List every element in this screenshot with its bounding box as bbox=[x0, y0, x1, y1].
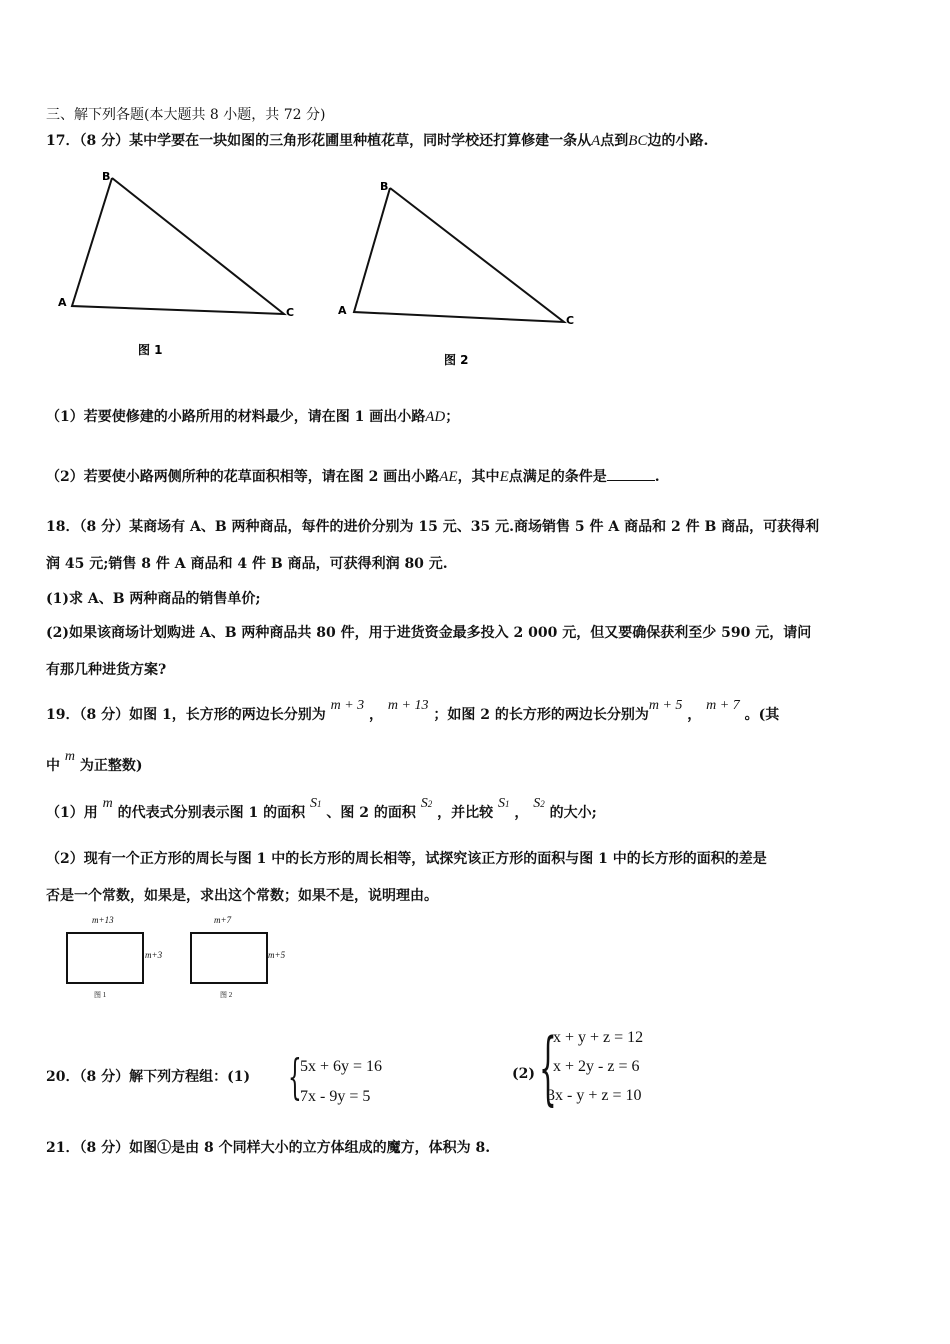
q17-p2-mid: ，其中 bbox=[457, 469, 500, 485]
q18-part2-line1: (2)如果该商场计划购进 A、B 两种商品共 80 件，用于进货资金最多投入 2 000 元，但又要确保获利至少 590 元，请问 bbox=[46, 625, 812, 641]
q17-p1-var: AD bbox=[425, 409, 446, 425]
q19-fig1-top-label: m+13 bbox=[92, 915, 114, 925]
q17-part2 bbox=[46, 466, 660, 486]
q17-p2-end: . bbox=[654, 469, 660, 485]
q17-stem bbox=[46, 130, 708, 150]
q19-comma-2: ， bbox=[687, 707, 702, 723]
q19-line2-b: 为正整数) bbox=[79, 758, 143, 774]
q19-p1-d: ，并比较 bbox=[437, 805, 494, 821]
q17-stem-text: 17．（8 分）某中学要在一块如图的三角形花圃里种植花草，同时学校还打算修建一条从 bbox=[46, 133, 592, 149]
q19-stem-b: ；如图 2 的长方形的两边长分别为 bbox=[433, 707, 649, 723]
q21-stem: 21．（8 分）如图①是由 8 个同样大小的立方体组成的魔方，体积为 8. bbox=[46, 1140, 491, 1156]
q19-part2-line2: 否是一个常数，如果是，求出这个常数；如果不是，说明理由。 bbox=[46, 888, 438, 904]
q19-fig2-rectangle bbox=[190, 932, 268, 984]
fig1-label-a: A bbox=[58, 296, 67, 309]
q19-fig1-rectangle bbox=[66, 932, 144, 984]
section-title: 三、解下列各题(本大题共 8 小题，共 72 分) bbox=[46, 107, 326, 123]
q19-p1-c: 、图 2 的面积 bbox=[326, 805, 416, 821]
q17-p2-var2: E bbox=[499, 469, 509, 485]
fig1-label-c: C bbox=[286, 306, 295, 319]
q18-part1: (1)求 A、B 两种商品的销售单价; bbox=[46, 591, 261, 607]
q19-expr-1: m + 3 bbox=[330, 698, 365, 713]
triangle-2 bbox=[354, 188, 564, 322]
q18-line1: 18．（8 分）某商场有 A、B 两种商品，每件的进价分别为 15 元、35 元.商场销售 5 件 A 商品和 2 件 B 商品，可获得利 bbox=[46, 519, 820, 535]
q19-s1-a: S1 bbox=[310, 796, 322, 811]
q20-sys1-brace: { bbox=[288, 1049, 302, 1105]
fig1-label-b: B bbox=[102, 170, 111, 183]
q19-expr-2: m + 13 bbox=[387, 698, 429, 713]
q19-line2-a: 中 bbox=[46, 758, 60, 774]
q18-part2-line2: 有那几种进货方案? bbox=[46, 662, 167, 678]
q17-p1-end: ； bbox=[445, 409, 460, 425]
q19-p1-e: ， bbox=[514, 805, 529, 821]
q19-p1-b: 的代表式分别表示图 1 的面积 bbox=[117, 805, 306, 821]
q19-expr-4: m + 7 bbox=[706, 698, 740, 713]
q17-var-bc: BC bbox=[628, 133, 648, 149]
q17-part1 bbox=[46, 406, 459, 426]
q20-stem: 20．（8 分）解下列方程组：(1) bbox=[46, 1069, 251, 1085]
q19-expr-3: m + 5 bbox=[648, 698, 683, 713]
q17-figure-1 bbox=[52, 168, 312, 368]
q19-stem-a: 19．（8 分）如图 1，长方形的两边长分别为 bbox=[46, 707, 326, 723]
q19-fig1-caption: 图 1 bbox=[94, 991, 107, 999]
q19-part2-line1: （2）现有一个正方形的周长与图 1 中的长方形的周长相等，试探究该正方形的面积与图 1 中的长方形的面积的差是 bbox=[46, 851, 767, 867]
q20-sys1-eq1: 5x + 6y = 16 bbox=[300, 1058, 383, 1075]
fig1-caption: 图 1 bbox=[138, 343, 163, 357]
q19-p1-a: （1）用 bbox=[46, 805, 98, 821]
q20-sys2-brace: { bbox=[539, 1021, 557, 1114]
q20-sys1-eq2: 7x - 9y = 5 bbox=[300, 1088, 371, 1105]
q20-sys2-eq2: x + 2y - z = 6 bbox=[553, 1058, 640, 1075]
q19-part1 bbox=[46, 796, 597, 822]
q19-comma-1: ， bbox=[369, 707, 384, 723]
q19-line2-m: m bbox=[64, 749, 75, 764]
q17-figure-2 bbox=[334, 176, 594, 376]
answer-blank bbox=[607, 468, 655, 481]
q17-stem-mid: 点到 bbox=[600, 133, 629, 149]
q19-s1-b: S1 bbox=[498, 796, 510, 811]
q19-fig2-side-label: m+5 bbox=[268, 950, 286, 960]
q20-label2: (2) bbox=[512, 1066, 535, 1082]
q19-fig2-top-label: m+7 bbox=[214, 915, 232, 925]
triangle-1 bbox=[72, 178, 284, 314]
q19-s2-b: S2 bbox=[533, 796, 545, 811]
q17-var-a: A bbox=[591, 133, 601, 149]
q17-p2-cond: 点满足的条件是 bbox=[508, 469, 607, 485]
q20-sys2-eq3: 3x - y + z = 10 bbox=[547, 1087, 642, 1104]
q17-p2-var: AE bbox=[439, 469, 458, 485]
q17-p2-text: （2）若要使小路两侧所种的花草面积相等，请在图 2 画出小路 bbox=[46, 469, 440, 485]
fig2-label-a: A bbox=[338, 304, 347, 317]
q19-s2-a: S2 bbox=[420, 796, 433, 811]
q19-p1-f: 的大小; bbox=[549, 805, 597, 821]
q19-fig2-caption: 图 2 bbox=[220, 991, 233, 999]
q19-stem bbox=[46, 698, 780, 724]
q19-fig1-side-label: m+3 bbox=[145, 950, 163, 960]
q18-line2: 润 45 元;销售 8 件 A 商品和 4 件 B 商品，可获得利润 80 元. bbox=[46, 556, 448, 572]
q19-line2 bbox=[46, 749, 143, 775]
q19-stem-c: 。(其 bbox=[744, 707, 780, 723]
q17-p1-text: （1）若要使修建的小路所用的材料最少，请在图 1 画出小路 bbox=[46, 409, 426, 425]
fig2-label-b: B bbox=[380, 180, 389, 193]
q17-stem-end: 边的小路. bbox=[647, 133, 709, 149]
fig2-label-c: C bbox=[566, 314, 575, 327]
fig2-caption: 图 2 bbox=[444, 353, 469, 367]
q19-p1-m: m bbox=[102, 796, 113, 811]
q20-sys2-eq1: x + y + z = 12 bbox=[553, 1029, 644, 1046]
